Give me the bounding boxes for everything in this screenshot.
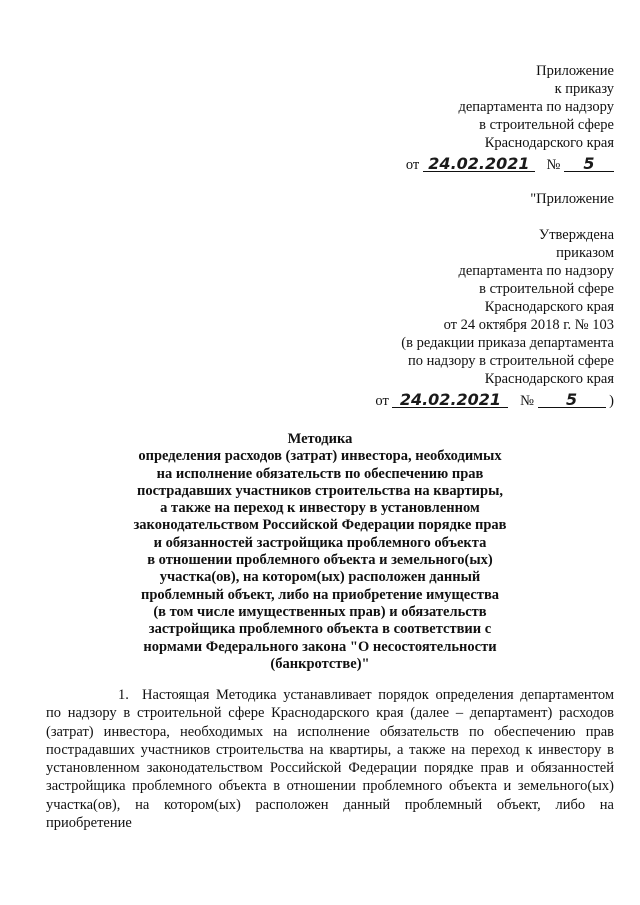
title-line: нормами Федерального закона "О несостоятельности bbox=[143, 638, 497, 655]
approved-line: по надзору в строительной сфере bbox=[407, 353, 614, 369]
approved-block bbox=[375, 226, 614, 410]
quoted-appendix-text: "Приложение bbox=[530, 191, 614, 207]
paragraph-text: Настоящая Методика устанавливает порядок определения департаментом по надзору в строительной сфере Краснодарского края (далее – департамент) расходов (затрат) инвестора, необходимых на исполнение обязательств по обеспечению прав пострадавших участников строительства на квартиры, а также на переход к инвестору в установленном законодательством Российской Федерации порядке прав и обязанностей застройщика проблемного объекта в отношении проблемного объекта и земельного(ых) участка(ов), на котором(ых) расположен данный проблемный объект, либо на приобретение bbox=[46, 687, 614, 832]
approved-date-line bbox=[375, 392, 614, 410]
approved-line: (в редакции приказа департамента bbox=[401, 335, 614, 351]
title-line: пострадавших участников строительства на квартиры, bbox=[136, 482, 504, 499]
appendix-line: Краснодарского края bbox=[484, 135, 614, 151]
appendix-line: в строительной сфере bbox=[479, 117, 614, 133]
body-text bbox=[46, 686, 614, 832]
appendix-line: Приложение bbox=[536, 63, 614, 79]
handwritten-date: 24.02.2021 bbox=[423, 156, 535, 172]
handwritten-number: 5 bbox=[538, 392, 606, 408]
title-line: участка(ов), на котором(ых) расположен данный bbox=[159, 569, 481, 586]
number-prefix: № bbox=[520, 393, 534, 409]
approved-line: департамента по надзору bbox=[458, 263, 614, 279]
approved-line: Краснодарского края bbox=[484, 299, 614, 315]
title-line: а также на переход к инвестору в установленном bbox=[160, 500, 480, 517]
date-prefix: от bbox=[375, 393, 389, 409]
approved-line: Утверждена bbox=[538, 227, 614, 243]
handwritten-date: 24.02.2021 bbox=[392, 392, 508, 408]
title-line: проблемный объект, либо на приобретение имущества bbox=[140, 586, 500, 603]
title-line: законодательством Российской Федерации порядке прав bbox=[133, 517, 507, 534]
handwritten-number: 5 bbox=[564, 156, 614, 172]
date-prefix: от bbox=[405, 157, 420, 173]
title-line: и обязанностей застройщика проблемного объекта bbox=[153, 534, 487, 551]
appendix-block bbox=[406, 62, 614, 174]
title-line: определения расходов (затрат) инвестора, необходимых bbox=[138, 448, 502, 465]
paragraph bbox=[46, 686, 614, 832]
appendix-date-line bbox=[406, 156, 614, 174]
approved-line: приказом bbox=[556, 245, 614, 261]
document-title bbox=[120, 431, 520, 673]
closing-paren: ) bbox=[609, 393, 614, 409]
approved-line: Краснодарского края bbox=[484, 371, 614, 387]
title-line: (банкротстве)" bbox=[270, 655, 370, 672]
approved-line: в строительной сфере bbox=[479, 281, 614, 297]
approved-line: от 24 октября 2018 г. № 103 bbox=[443, 317, 614, 333]
number-prefix: № bbox=[546, 157, 561, 173]
paragraph-number: 1. bbox=[118, 687, 129, 703]
appendix-line: департамента по надзору bbox=[458, 99, 614, 115]
title-line: застройщика проблемного объекта в соответствии с bbox=[148, 621, 492, 638]
quoted-appendix-heading bbox=[530, 190, 614, 208]
title-line: (в том числе имущественных прав) и обязательств bbox=[153, 603, 487, 620]
appendix-line: к приказу bbox=[554, 81, 614, 97]
title-line: на исполнение обязательств по обеспечению прав bbox=[156, 465, 484, 482]
title-line: Методика bbox=[287, 431, 353, 447]
title-line: в отношении проблемного объекта и земельного(ых) bbox=[147, 552, 493, 569]
